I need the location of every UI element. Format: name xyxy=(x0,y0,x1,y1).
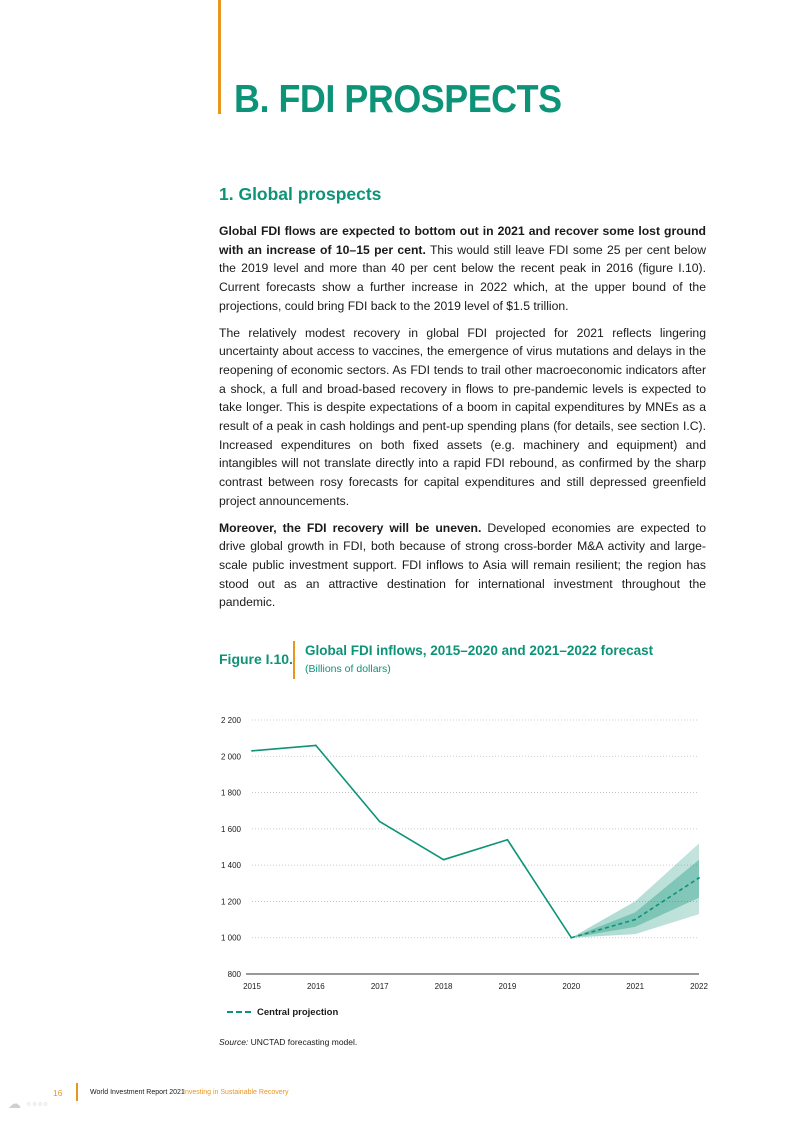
y-tick-label: 1 800 xyxy=(220,788,241,798)
x-tick-label: 2017 xyxy=(370,982,389,991)
y-tick-label: 1 400 xyxy=(220,861,241,871)
data-point xyxy=(315,745,317,747)
y-tick-label: 800 xyxy=(227,970,241,979)
figure-label: Figure I.10. xyxy=(219,651,293,667)
figure-source xyxy=(219,1037,357,1047)
legend-dashed-swatch xyxy=(227,1011,251,1013)
data-point xyxy=(698,877,700,879)
chart-legend xyxy=(227,1007,338,1018)
data-point xyxy=(251,750,253,752)
page-footer xyxy=(0,1087,793,1107)
gridlines xyxy=(246,720,699,974)
x-tick-label: 2021 xyxy=(626,982,645,991)
paragraph-3 xyxy=(219,519,706,613)
y-tick-label: 2 000 xyxy=(220,752,241,762)
x-tick-label: 2016 xyxy=(306,982,325,991)
paragraph-2: The relatively modest recovery in global FDI projected for 2021 reflects lingering uncertainty about access to vaccines, the emergence of virus mutations and delays in the reopening of economic sectors. As FDI tends to trail other macroeconomic indicators after a shock, a full and broad-based recovery in flows to pre-pandemic levels is expected to take longer. This is despite expectations of a boom in capital expenditures by MNEs as a result of a peak in cash holdings and pent-up spending plans (for details, see section I.C). Increased expenditures on both fixed assets (e.g. machinery and equipment) and intangibles will not translate directly into a rapid FDI rebound, as confirmed by the sharp contrast between rosy forecasts for capital expenditures and still depressed greenfield project announcements. xyxy=(219,325,706,508)
y-tick-label: 1 600 xyxy=(220,824,241,834)
y-tick-label: 2 200 xyxy=(220,716,241,725)
figure-title: Global FDI inflows, 2015–2020 and 2021–2022 forecast xyxy=(305,643,654,658)
paragraph-1-body: This would still leave FDI some 25 per cent below the 2019 level and more than 40 per cent below the recent peak in 2016 (figure I.10). Current forecasts show a further increase in 2022 which, at the upper bound of the projections, could bring FDI back to the 2019 level of $1.5 trillion. xyxy=(219,242,706,313)
figure-subtitle: (Billions of dollars) xyxy=(305,663,391,675)
watermark-logo: ☁ ◦◦◦◦ xyxy=(8,1096,50,1111)
source-text: UNCTAD forecasting model. xyxy=(248,1037,358,1047)
y-tick-label: 1 000 xyxy=(220,933,241,943)
legend-label: Central projection xyxy=(257,1007,339,1018)
x-tick-label: 2020 xyxy=(562,982,581,991)
paragraph-3-lead: Moreover, the FDI recovery will be uneven. xyxy=(219,520,482,535)
figure-accent-rule xyxy=(293,641,295,679)
source-label: Source: xyxy=(219,1037,249,1047)
x-tick-label: 2022 xyxy=(690,982,708,991)
x-tick-label: 2015 xyxy=(243,982,261,991)
page-number: 16 xyxy=(53,1088,63,1098)
footer-rule xyxy=(76,1083,78,1101)
x-tick-label: 2018 xyxy=(434,982,453,991)
data-point xyxy=(443,859,445,861)
data-point xyxy=(507,839,509,841)
y-tick-label: 1 200 xyxy=(220,897,241,907)
fdi-line-chart xyxy=(205,708,725,998)
report-subtitle: Investing in Sustainable Recovery xyxy=(183,1089,289,1096)
paragraph-1-lead: Global FDI flows are expected to bottom out in 2021 and recover some lost ground with an increase of 10–15 per cent. xyxy=(219,224,706,257)
report-name: World Investment Report 2021 xyxy=(90,1089,185,1096)
title-accent-rule xyxy=(218,0,221,114)
chapter-title: B. FDI PROSPECTS xyxy=(234,78,562,121)
body-text xyxy=(219,222,706,620)
actual-fdi-line xyxy=(252,745,571,937)
paragraph-1 xyxy=(219,222,706,316)
data-point xyxy=(570,937,572,939)
data-point xyxy=(379,821,381,823)
paragraph-3-body: Developed economies are expected to drive global growth in FDI, both because of strong cross-border M&A activity and large-scale public investment support. FDI inflows to Asia will remain resilient; the region has stood out as an attractive destination for international investment throughout the pandemic. xyxy=(219,520,706,610)
data-point xyxy=(634,919,636,921)
y-axis-ticks xyxy=(221,716,242,979)
x-tick-label: 2019 xyxy=(498,982,517,991)
x-axis-ticks xyxy=(243,982,708,991)
section-heading: 1. Global prospects xyxy=(219,184,382,204)
